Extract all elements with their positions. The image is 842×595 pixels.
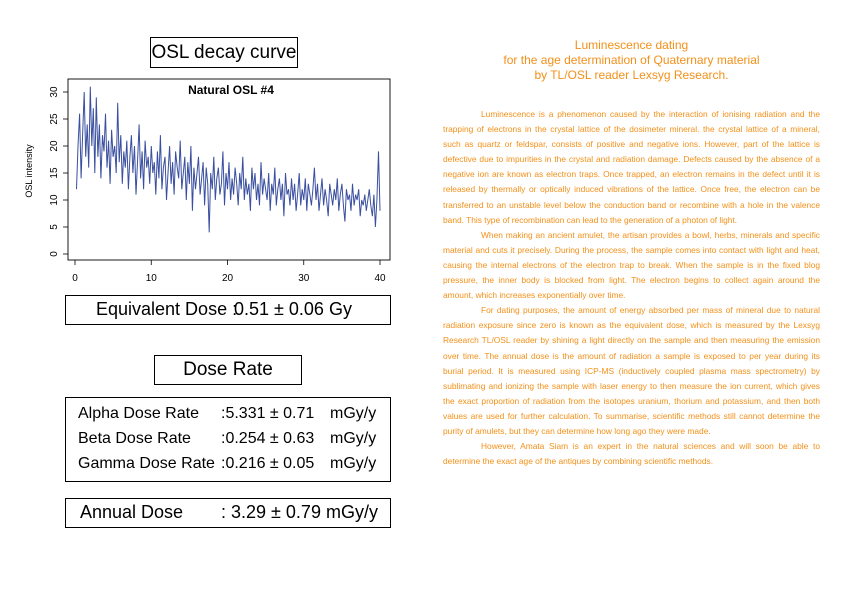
y-tick-label: 20 <box>49 140 60 152</box>
dose-rates-box <box>65 397 391 482</box>
y-tick-label: 15 <box>49 167 60 179</box>
gamma-dose-rate-label: Gamma Dose Rate <box>78 455 215 472</box>
y-tick-label: 5 <box>49 224 60 230</box>
y-tick-label: 25 <box>49 113 60 125</box>
dose-rate-title <box>154 355 302 385</box>
y-axis <box>49 86 68 257</box>
beta-dose-rate-unit: mGy/y <box>330 430 377 447</box>
article-title-line: for the age determination of Quaternary material <box>503 53 760 67</box>
x-tick-label: 10 <box>145 273 157 284</box>
article-title-line: Luminescence dating <box>574 38 689 52</box>
article-paragraph: However, Amata Siam is an expert in the natural sciences and will soon be able to determine the exact age of the antiques by combining scientific methods. <box>443 441 820 467</box>
equivalent-dose-label: Equivalent Dose : <box>96 299 238 319</box>
beta-dose-rate-value: :0.254 ± 0.63 <box>221 430 315 447</box>
dose-rate-title-text: Dose Rate <box>183 359 273 380</box>
beta-dose-rate-label: Beta Dose Rate <box>78 430 191 447</box>
x-axis <box>72 260 386 284</box>
alpha-dose-rate-label: Alpha Dose Rate <box>78 405 199 422</box>
x-tick-label: 20 <box>221 273 234 284</box>
osl-decay-curve-title-text: OSL decay curve <box>151 41 297 63</box>
article-paragraph: Luminescence is a phenomenon caused by the interaction of ionising radiation and the trapping of electrons in the crystal lattice of the dosimeter mineral. the crystal lattice of a mineral, such as quartz or feldspar, consists of positive and negative ions. However, part of the lattice is defective due to impurities in the crystal and radiation damage. Defects caused by the absence of a negative ion are known as electron traps. Once trapped, an electron remains in the defect until it is released by thermally or optically induced vibrations of the lattice. Once free, the electron can be transferred to an unstable level below the conduction band or recombine with a hole in the valence band. This type of recombination can lead to the generation of a photon of light. <box>443 109 820 225</box>
alpha-dose-rate-unit: mGy/y <box>330 405 377 422</box>
annual-dose-box <box>65 498 391 528</box>
x-tick-label: 30 <box>298 273 310 284</box>
equivalent-dose-box <box>65 295 391 325</box>
gamma-dose-rate-row <box>78 455 388 477</box>
y-axis-label: OSL intensity <box>24 144 34 198</box>
article-title-line: by TL/OSL reader Lexsyg Research. <box>534 68 729 82</box>
annual-dose-value: : 3.29 ± 0.79 mGy/y <box>221 502 378 522</box>
y-tick-label: 10 <box>49 194 60 206</box>
alpha-dose-rate-value: :5.331 ± 0.71 <box>221 405 315 422</box>
x-tick-label: 0 <box>72 273 78 284</box>
gamma-dose-rate-unit: mGy/y <box>330 455 377 472</box>
article <box>443 38 820 469</box>
beta-dose-rate-row <box>78 430 388 452</box>
y-tick-label: 0 <box>49 251 60 257</box>
equivalent-dose-value: 0.51 ± 0.06 Gy <box>234 299 352 319</box>
alpha-dose-rate-row <box>78 405 388 427</box>
annual-dose-label: Annual Dose <box>80 502 184 522</box>
article-title <box>443 38 820 83</box>
gamma-dose-rate-value: :0.216 ± 0.05 <box>221 455 315 472</box>
article-paragraph: For dating purposes, the amount of energy absorbed per mass of mineral due to natural radiation exposure since zero is known as the equivalent dose, which is measured by the Lexsyg Research TL/OSL reader by shining a light directly on the sample and then measuring the emission over time. The annual dose is the amount of radiation a sample is exposed to per year during its burial period. It is measured using ICP-MS (inductively coupled plasma mass spectrometry) by sublimating and ionizing the sample with laser energy to then measure the ion current, which gives the exact proportion of radiation from the isotopes uranium, thorium and potassium, and then both values are used for further calculation. To summarise, scientific methods still cannot determine the purity of amulets, but they can determine how long ago they were made. <box>443 305 820 436</box>
x-tick-label: 40 <box>374 273 386 284</box>
chart-title: Natural OSL #4 <box>188 83 274 97</box>
article-paragraph: When making an ancient amulet, the artisan provides a bowl, herbs, minerals and specific material and cuts it precisely. During the process, the sample comes into contact with light and heat, causing the internal electrons of the electron trap to break. When the sample is in the fixed blog pressure, the inner body is blocked from light. The electron begins to collect again around the amount, which increases exponentially over time. <box>443 229 820 301</box>
y-tick-label: 30 <box>49 86 60 98</box>
